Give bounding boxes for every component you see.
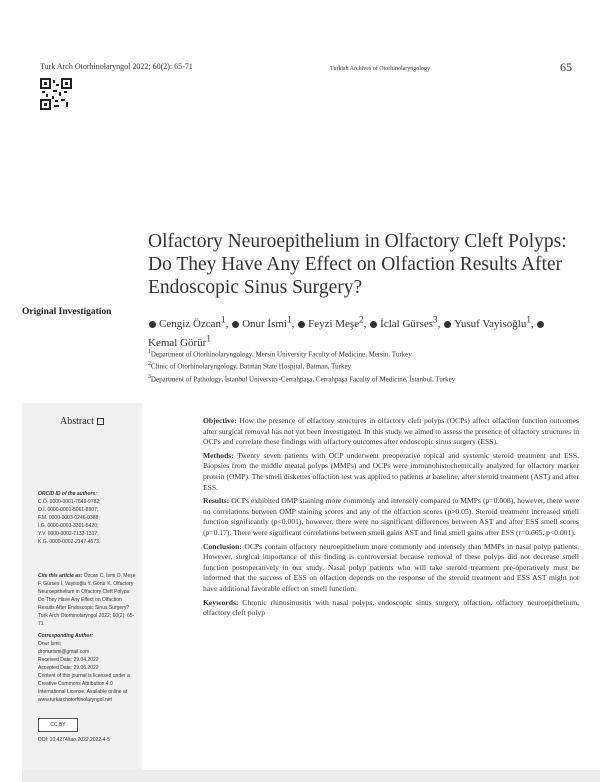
abstract-paragraph: Results: OCPs exhibited OMP staining more commonly and intensely compared to MMPs (p=0.008), however, there were no correlations between OMP staining scores and any of the olfaction scores (p>0.05). Steroid treatment increased smell function significantly (p<0.001), however, there were no significant differences between AST and after ESS smell scores (p=0.17). There were significant correlations between smell gains AST and final smell gains after ESS (r=0.665, p<0.001). (203, 496, 579, 537)
corr-email[interactable]: dronurismi@gmail.com (38, 649, 90, 655)
orcid-line: Y.V. 0000-0002-7132-1317; (38, 531, 99, 537)
author: Onur İsmi$^1$, (231, 318, 297, 330)
accepted-date: Accepted Date: 29.06.2022 (38, 665, 99, 671)
abstract-paragraph: Objective: How the presence of olfactory structures in olfactory cleft polyps (OCPs) affect olfaction function outcomes after surgical removal has not yet been investigated. In this study we aimed to assess the presence of olfactory structures in OCPs and correlate these findings with olfactory outcomes after endoscopic sinus surgery (ESS). (203, 416, 579, 447)
affiliation: $^2$Clinic of Otorhinolaryngology, Batman State Hospital, Batman, Turkey (148, 361, 352, 371)
abstract-body (203, 416, 579, 622)
received-date: Received Date: 29.04.2022 (38, 657, 99, 663)
corr-heading: Corresponding Author: (38, 633, 94, 639)
author: Kemal Görür$^1$ (148, 318, 547, 350)
page-number: 65 (560, 60, 572, 74)
affiliation: $^1$Department of Otorhinolaryngology, Mersin University Faculty of Medicine, Mersin, Turkey (148, 349, 412, 359)
corr-name: Onur İsmi; (38, 641, 62, 647)
cc-license-badge[interactable]: CC BY (38, 718, 78, 732)
author: Feyzi Meşe$^2$, (297, 318, 369, 330)
orcid-icon[interactable] (444, 321, 451, 328)
affiliations (148, 347, 578, 384)
cite-text: Özcan C, İsmi O, Meşe F, Gürses İ, Vayisoğlu Y, Görür K. Olfactory Neuroepithelium in Olfactory Cleft Polyps: Do They Have Any Effect on Olfaction Results After Endoscopic Sinus Surgery? Turk Arch Otorhinolaryngol 2022; 60(2): 65-71 (38, 573, 136, 627)
article-title: Olfactory Neuroepithelium in Olfactory Cleft Polyps: Do They Have Any Effect on Olfaction Results After Endoscopic Sinus Surgery? (148, 231, 567, 298)
orcid-icon[interactable] (370, 321, 377, 328)
journal-name: Turkish Archives of Otorhinolaryngology (330, 66, 430, 72)
orcid-icon[interactable] (537, 321, 544, 328)
qr-code-icon (40, 78, 72, 110)
section-label: Original Investigation (22, 307, 112, 317)
abstract-paragraph: Methods: Twenty seven patients with OCP underwent preoperative topical and systemic steroid treatment and ESS. Biopsies from the middle meatal polyps (MMPs) and OCPs were immunohistochemically analyzed for olfactory marker protein (OMP). The smell diskettes olfaction test was applied to patients at baseline, after steroid treatment (AST) and after ESS. (203, 450, 580, 492)
author: Cengiz Özcan$^1$, (148, 318, 231, 330)
abstract-paragraph: Keywords: Chronic rhinosinusitis with nasal polyps, endoscopic sinus surgery, olfaction, olfactory neuroepithelium, olfactory cleft polyp (203, 597, 579, 618)
author-list (148, 312, 568, 351)
author: Yusuf Vayisoğlu$^1$, (443, 318, 536, 330)
orcid-line: K.G. 0000-0002-2147-4673. (38, 539, 101, 545)
orcid-line: İ.G. 0000-0003-3301-5420; (38, 523, 99, 529)
abstract-label: Abstract (60, 416, 104, 427)
cite-heading: Cite this article as: (38, 573, 83, 579)
journal-citation: Turk Arch Otorhinolaryngol 2022; 60(2): 65-71 (40, 62, 193, 71)
doi[interactable]: DOI: 10.4274/tao.2022.2022-4-5 (38, 737, 110, 743)
author: İclal Gürses$^3$, (369, 318, 443, 330)
orcid-icon[interactable] (298, 321, 305, 328)
orcid-line: F.M. 0000-0003-0246-0388; (38, 515, 100, 521)
orcid-block (38, 490, 138, 546)
cite-block (38, 572, 138, 628)
orcid-line: C.Ö. 0000-0001-7649-9782; (38, 499, 101, 505)
footer-band (22, 770, 600, 782)
orcid-icon[interactable] (149, 321, 156, 328)
license-text: Content of this journal is licensed under a Creative Commons Attribution 4.0 International License. Available online at www.turkarchotorhinolaryngol.net (38, 673, 130, 703)
orcid-line: O.İ. 0000-0001-5061-8907; (38, 507, 99, 513)
orcid-icon[interactable] (232, 321, 239, 328)
abstract-paragraph: Conclusion: OCPs contain olfactory neuroepithelium more commonly and intensely than MMPs in nasal polyp patients. However, surgical importance of this finding is controversial because removal of these polyps did not decrease smell function postoperatively in our study. Nasal polyp patients who will take steroid treatment pre-operatively must be informed that the success of ESS on olfaction depends on the response of the steroid treatment and ESS AST might not have additional favorable effect on smell function. (203, 541, 579, 593)
affiliation: $^3$Department of Pathology, İstanbul University-Cerrahpaşa, Cerrahpaşa Faculty of Medicine, İstanbul, Turkey (148, 373, 456, 383)
correspondence-block (38, 632, 138, 704)
orcid-heading: ORCID ID of the authors: (38, 491, 97, 497)
